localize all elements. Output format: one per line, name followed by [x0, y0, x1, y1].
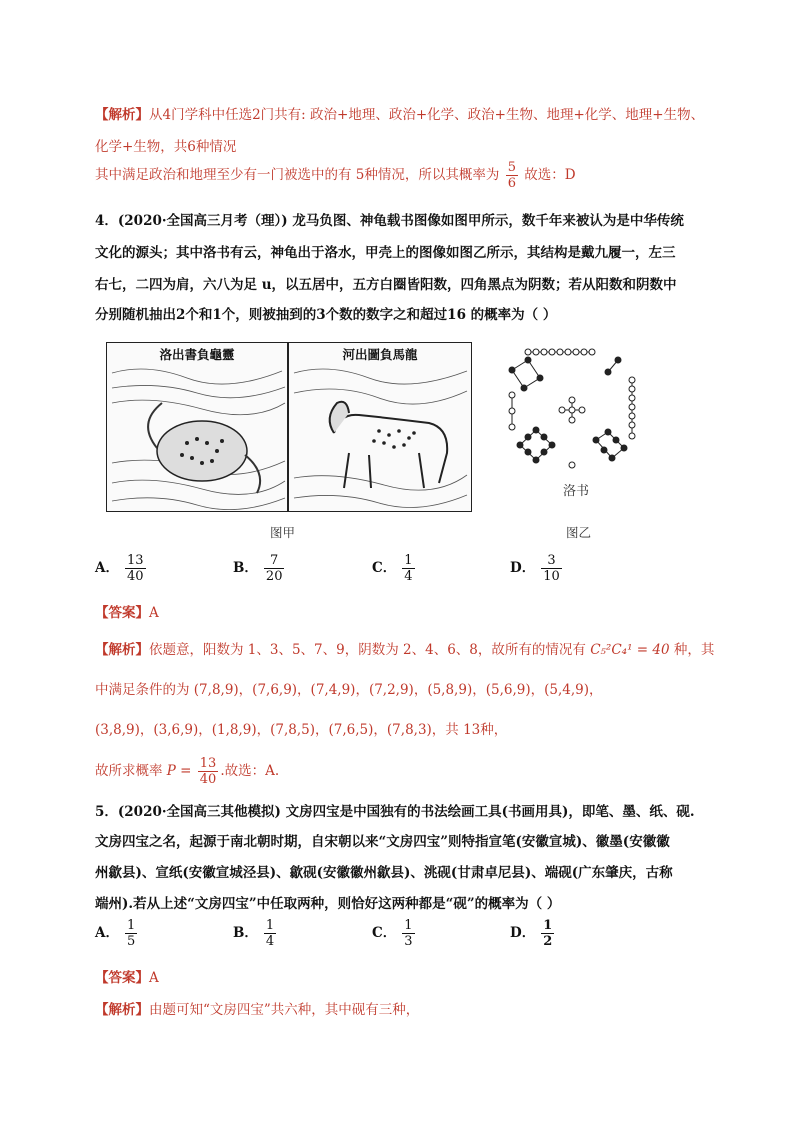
dragon-horse-woodcut-image: [289, 343, 471, 511]
q4-line1: 4．(2020·全国高三月考（理）) 龙马负图、神龟载书图像如图甲所示，数千年来被认为是中华传统: [95, 213, 684, 229]
fraction-13-40: $\frac{13}{40}$: [199, 756, 217, 787]
q5-option-a[interactable]: A． $\frac{1}{5}$: [95, 918, 136, 949]
figure-jia-left-panel: [106, 342, 288, 512]
q4-solution-line3: (3,8,9)，(3,6,9)，(1,8,9)，(7,8,5)，(7,6,5)，(7,8,3)，共 13种，: [95, 722, 508, 738]
q5-option-b[interactable]: B． $\frac{1}{4}$: [233, 918, 275, 949]
figure-jia-right-panel: [288, 342, 472, 512]
q4-answer: 【答案】A: [95, 605, 159, 621]
q4-line2: 文化的源头；其中洛书有云，神龟出于洛水，甲壳上的图像如图乙所示，其结构是戴九履一，左三: [95, 245, 676, 261]
figure-jia-right-title: 河出圖負馬龍: [342, 347, 418, 362]
q4-solution-line4: 故所求概率 P = $\frac{13}{40}$ .故选：A.: [95, 756, 280, 787]
q4-option-c[interactable]: C． $\frac{1}{4}$: [372, 553, 413, 584]
q4-line3: 右七，二四为肩，六八为足 u，以五居中，五方白圈皆阳数，四角黑点为阴数；若从阳数和阴数中: [95, 277, 677, 293]
q4-line4: 分别随机抽出2个和1个，则被抽到的3个数的数字之和超过16 的概率为（ ）: [95, 307, 557, 323]
caption-tu-yi: 图乙: [566, 525, 592, 540]
prev-solution-line3: 其中满足政治和地理至少有一门被选中的有 5种情况，所以其概率为 $\frac{5}{6}$ 故选：D: [95, 160, 576, 191]
q4-option-b[interactable]: B． $\frac{7}{20}$: [233, 553, 283, 584]
q5-line2: 文房四宝之名，起源于南北朝时期，自宋朝以来“文房四宝”则特指宣笔(安徽宣城)、徽墨(安徽徽: [95, 834, 670, 850]
q4-option-a[interactable]: A． $\frac{13}{40}$: [95, 553, 144, 584]
q4-solution-line1: 【解析】依题意，阳数为 1、3、5、7、9，阴数为 2、4、6、8，故所有的情况有 C₅²C₄¹ = 40 种，其: [95, 642, 715, 658]
q5-option-d[interactable]: D． $\frac{1}{2}$: [510, 918, 553, 949]
q5-line1: 5．(2020·全国高三其他模拟) 文房四宝是中国独有的书法绘画工具(书画用具)，即笔、墨、纸、砚.: [95, 804, 695, 820]
q5-solution-line1: 【解析】由题可知“文房四宝”共六种，其中砚有三种，: [95, 1002, 420, 1018]
prev-solution-line2: 化学+生物，共6种情况: [95, 139, 237, 155]
prev-solution-line1: 【解析】从4门学科中任选2门共有: 政治+地理、政治+化学、政治+生物、地理+化学、地理+生物、: [95, 107, 705, 123]
jiexi-tag: 【解析】: [95, 107, 149, 123]
q5-answer: 【答案】A: [95, 970, 159, 986]
tortoise-woodcut-image: [107, 343, 287, 511]
figure-jia-left-title: 洛出書負龜靈: [159, 347, 235, 362]
q5-line3: 州歙县)、宣纸(安徽宣城泾县)、歙砚(安徽徽州歙县)、洮砚(甘肃卓尼县)、端砚(广东肇庆，古称: [95, 865, 673, 881]
caption-tu-jia: 图甲: [270, 525, 296, 540]
q4-solution-line2: 中满足条件的为 (7,8,9)，(7,6,9)，(7,4,9)，(7,2,9)，(5,8,9)，(5,6,9)，(5,4,9)，: [95, 682, 603, 698]
luoshu-label: 洛书: [563, 484, 590, 499]
fraction-5-6: $\frac{5}{6}$: [507, 160, 516, 191]
combination-formula: C₅²C₄¹ = 40: [590, 642, 670, 658]
q5-line4: 端州).若从上述“文房四宝”中任取两种，则恰好这两种都是“砚”的概率为（ ）: [95, 896, 561, 912]
q4-option-d[interactable]: D． $\frac{3}{10}$: [510, 553, 560, 584]
q5-option-c[interactable]: C． $\frac{1}{3}$: [372, 918, 413, 949]
